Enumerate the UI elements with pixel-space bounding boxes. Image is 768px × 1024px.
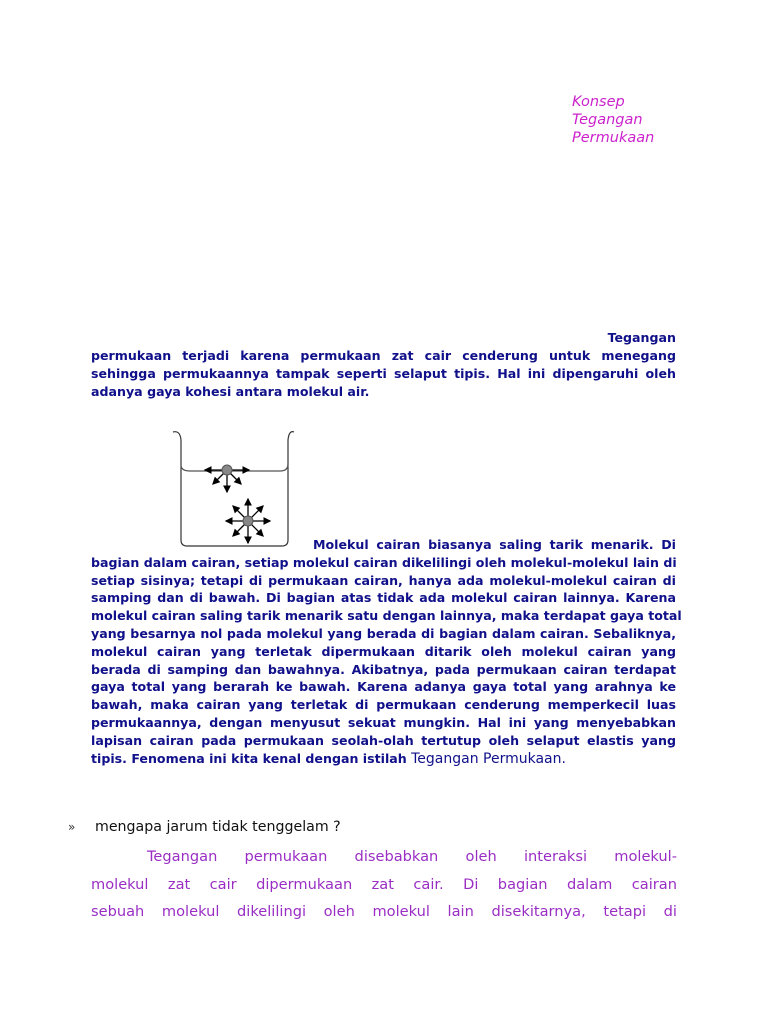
document-title [572,93,654,147]
text-line: sebuah molekul dikelilingi oleh molekul lain disekitarnya, tetapi di [91,903,677,921]
text-line: permukaannya, dengan menyusut sekuat mungkin. Hal ini yang menyebabkan [91,715,676,730]
text-line [91,750,676,768]
title-line: Konsep [572,94,625,110]
text-line: bagian dalam cairan, setiap molekul cairan dikelilingi oleh molekul-molekul lain di [91,554,677,570]
question-heading: mengapa jarum tidak tenggelam ? [95,819,341,835]
text-line: molekul zat cair dipermukaan zat cair. Di bagian dalam cairan [91,875,677,893]
text-line: samping dan di bawah. Di bagian atas tidak ada molekul cairan lainnya. Karena [91,590,676,606]
text-line: molekul cairan saling tarik menarik satu dengan lainnya, maka terdapat gaya total [91,608,682,624]
bullet-marker: » [68,820,76,834]
text-line: sehingga permukaannya tampak seperti selaput tipis. Hal ini dipengaruhi oleh [91,366,676,381]
title-line: Permukaan [572,130,655,146]
title-line: Tegangan [572,112,643,128]
text-line: bawah, maka cairan yang terletak di permukaan cenderung memperkecil luas [91,697,676,713]
beaker-molecule-diagram [168,428,298,553]
text-line: Tegangan permukaan disebabkan oleh interaksi molekul- [147,848,677,865]
text-line: lapisan cairan pada permukaan seolah-olah tertutup oleh selaput elastis yang [91,732,676,748]
text-line: gaya total yang berarah ke bawah. Karena adanya gaya total yang arahnya ke [91,679,676,695]
text-line: molekul cairan yang terletak dipermukaan ditarik oleh molekul cairan yang [91,643,676,659]
term-highlight: Tegangan Permukaan. [411,750,566,767]
text-line: Molekul cairan biasanya saling tarik menarik. Di [313,537,676,552]
text-line: permukaan terjadi karena permukaan zat cair cenderung untuk menegang [91,348,676,363]
text-line: Tegangan [607,330,676,345]
text-line: yang besarnya nol pada molekul yang berada di bagian dalam cairan. Sebaliknya, [91,626,676,641]
text-line: adanya gaya kohesi antara molekul air. [91,384,370,399]
text-span: tipis. Fenomena ini kita kenal dengan istilah [91,750,412,766]
text-line: berada di samping dan bawahnya. Akibatnya, pada permukaan cairan terdapat [91,661,676,677]
text-line: setiap sisinya; tetapi di permukaan cairan, hanya ada molekul-molekul cairan di [91,572,676,588]
